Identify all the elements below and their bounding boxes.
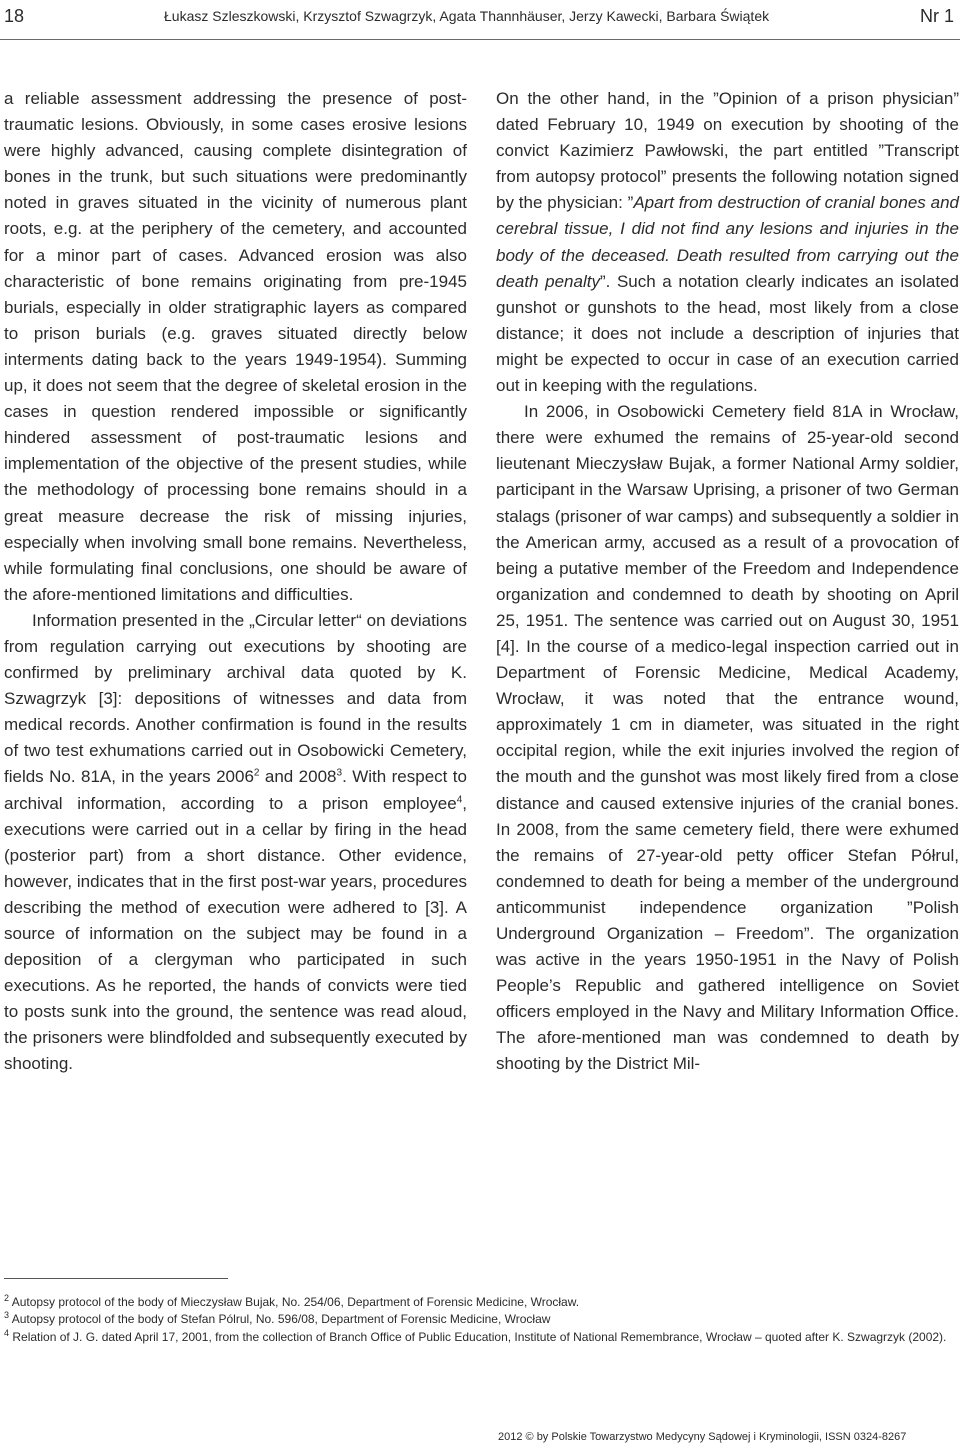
running-head-authors: Łukasz Szleszkowski, Krzysztof Szwagrzyk, Agata Thannhäuser, Jerzy Kawecki, Barbara Świątek — [164, 8, 770, 24]
footnote-ref: 3 — [336, 767, 343, 779]
paragraph-text: ”. Such a notation clearly indicates an isolated gunshot or gunshots to the head, most likely from a close distance; it does not include a description of injuries that might be expected to occur in case of an execution carried out in keeping with the regulations. — [496, 271, 959, 396]
paragraph — [4, 608, 467, 1078]
copyright-footer: 2012 © by Polskie Towarzystwo Medycyny Sądowej i Kryminologii, ISSN 0324-8267 — [498, 1431, 907, 1443]
footnote-mark: 4 — [4, 1327, 10, 1338]
right-column — [496, 86, 959, 1078]
footnote — [4, 1329, 956, 1346]
page-header — [4, 6, 956, 32]
issue-number: Nr 1 — [919, 6, 954, 26]
footnote — [4, 1294, 956, 1311]
paragraph-text: , executions were carried out in a cellar by firing in the head (posterior part) from a short distance. Other evidence, however, indicates that in the first post-war years, procedures describing the method of execution were adhered to [3]. A source of information on the subject may be found in a deposition of a clergyman who participated in such executions. As he reported, the hands of convicts were tied to posts sunk into the ground, the sentence was read aloud, the prisoners were blindfolded and subsequently executed by shooting. — [4, 793, 467, 1074]
footnote-ref: 2 — [253, 767, 260, 779]
page-number: 18 — [4, 6, 25, 26]
paragraph: a reliable assessment addressing the presence of post-traumatic lesions. Obviously, in some cases erosive lesions were highly advanced, causing complete disintegration of bones in the trunk, but such situations were predominantly noted in graves situated in the vicinity of numerous plant roots, e.g. at the periphery of the cemetery, and accounted for a minor part of cases. Advanced erosion was also characteristic of bone remains originating from pre-1945 burials, especially in older stratigraphic layers as compared to prison burials (e.g. graves situated directly below interments dating back to the years 1949-1954). Summing up, it does not seem that the degree of skeletal erosion in the cases in question rendered impossible or significantly hindered assessment of post-traumatic lesions and implementation of the objective of the present studies, while the methodology of processing bone remains should in a great measure decrease the risk of missing injuries, especially when involving small bone remains. Nevertheless, while formulating final conclusions, one should be aware of the afore-mentioned limitations and difficulties. — [4, 89, 467, 604]
paragraph — [496, 86, 959, 399]
paragraph-text: and 2008 — [259, 767, 337, 787]
footnote-ref: 4 — [456, 793, 463, 805]
footnote-mark: 3 — [4, 1310, 10, 1321]
paragraph-text: . With respect to archival information, according to a prison employee — [4, 767, 467, 813]
quoted-autopsy-note: Apart from destruction of cranial bones and cerebral tissue, I did not find any lesions and injuries in the body of the deceased. Death resulted from carrying out the death penalty — [496, 193, 959, 291]
footnote-text: Relation of J. G. dated April 17, 2001, from the collection of Branch Office of Public Education, Institute of National Remembrance, Wrocław – quoted after K. Szwagrzyk (2002). — [9, 1329, 947, 1344]
header-rule — [0, 39, 960, 40]
paragraph-text: Information presented in the „Circular letter“ on deviations from regulation carrying out executions by shooting are confirmed by preliminary archival data quoted by K. Szwagrzyk [3]: depositions of witnesses and data from medical records. Another confirmation is found in the results of two test exhumations carried out in Osobowicki Cemetery, fields No. 81A, in the years 2006 — [4, 610, 467, 787]
paragraph-text: On the other hand, in the ”Opinion of a prison physician” dated February 10, 1949 on execution by shooting of the convict Kazimierz Pawłowski, the part entitled ”Transcript from autopsy protocol” presents the following notation signed by the physician: ” — [496, 89, 959, 213]
footnotes — [4, 1294, 956, 1346]
paragraph: In 2006, in Osobowicki Cemetery field 81A in Wrocław, there were exhumed the remains of 25-year-old second lieutenant Mieczysław Bujak, a former National Army soldier, participant in the Warsaw Uprising, a prisoner of two German stalags (prisoner of war camps) and subsequently a soldier in the American army, accused as a result of a provocation of being a putative member of the Freedom and Independence organization and condemned to death by shooting on April 25, 1951. The sentence was carried out on August 30, 1951 [4]. In the course of a medico-legal inspection carried out in Department of Forensic Medicine, Medical Academy, Wrocław, it was noted that the entrance wound, approximately 1 cm in diameter, was situated in the right occipital region, while the exit injuries involved the region of the mouth and the gunshot was most likely fired from a close distance and caused extensive injuries of the cranial bones. In 2008, from the same cemetery field, there were exhumed the remains of 27-year-old petty officer Stefan Półrul, condemned to death for being a member of the underground anticommunist independence organization ”Polish Underground Organization – Freedom”. The organization was active in the years 1950-1951 in the Navy of Polish People’s Republic and gathered intelligence on Soviet officers employed in the Navy and Military Information Office. The afore-mentioned man was condemned to death by shooting by the District Mil- — [496, 402, 959, 1074]
footnote-rule — [4, 1278, 228, 1279]
footnote — [4, 1311, 956, 1328]
footnote-text: Autopsy protocol of the body of Stefan Pólrul, No. 596/08, Department of Forensic Medicine, Wrocław — [9, 1312, 551, 1327]
left-column — [4, 86, 467, 1078]
footnote-mark: 2 — [4, 1293, 10, 1303]
footnote-text: Autopsy protocol of the body of Mieczysław Bujak, No. 254/06, Department of Forensic Medicine, Wrocław. — [9, 1295, 580, 1309]
